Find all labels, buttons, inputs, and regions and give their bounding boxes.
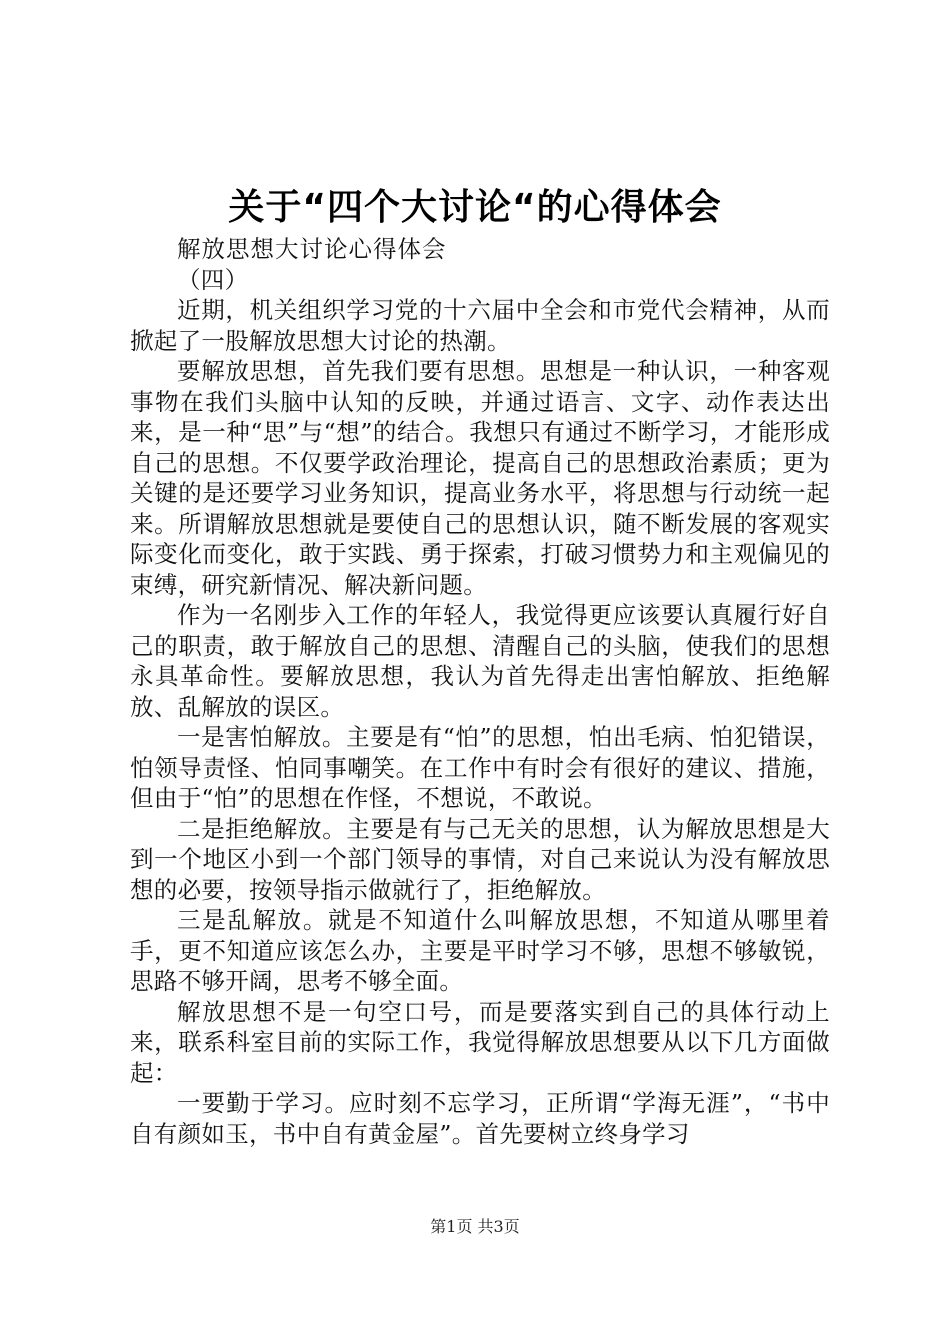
paragraph: 二是拒绝解放。主要是有与己无关的思想，认为解放思想是大到一个地区小到一个部门领导的事情，对自己来说认为没有解放思想的必要，按领导指示做就行了，拒绝解放。 xyxy=(130,814,830,904)
paragraph: 要解放思想，首先我们要有思想。思想是一种认识，一种客观事物在我们头脑中认知的反映，并通过语言、文字、动作表达出来，是一种“思”与“想”的结合。我想只有通过不断学习，才能形成自己的思想。不仅要学政治理论，提高自己的思想政治素质；更为关键的是还要学习业务知识，提高业务水平，将思想与行动统一起来。所谓解放思想就是要使自己的思想认识，随不断发展的客观实际变化而变化，敢于实践、勇于探索，打破习惯势力和主观偏见的束缚，研究新情况、解决新问题。 xyxy=(130,357,830,599)
paragraph: 一是害怕解放。主要是有“怕”的思想，怕出毛病、怕犯错误，怕领导责怪、怕同事嘲笑。在工作中有时会有很好的建议、措施，但由于“怕”的思想在作怪，不想说，不敢说。 xyxy=(130,723,830,812)
paragraph: 解放思想不是一句空口号，而是要落实到自己的具体行动上来，联系科室目前的实际工作，我觉得解放思想要从以下几方面做起： xyxy=(130,997,830,1087)
paragraph: 作为一名刚步入工作的年轻人，我觉得更应该要认真履行好自己的职责，敢于解放自己的思想、清醒自己的头脑，使我们的思想永具革命性。要解放思想，我认为首先得走出害怕解放、拒绝解放、乱解放的误区。 xyxy=(130,601,830,721)
paragraph: 一要勤于学习。应时刻不忘学习，正所谓“学海无涯”，“书中自有颜如玉，书中自有黄金屋”。首先要树立终身学习 xyxy=(130,1089,830,1148)
document-part-label: （四） xyxy=(177,265,249,294)
document-body xyxy=(130,234,830,1149)
paragraph: 近期，机关组织学习党的十六届中全会和市党代会精神，从而掀起了一股解放思想大讨论的热潮。 xyxy=(130,296,830,355)
document-subtitle: 解放思想大讨论心得体会 xyxy=(177,235,447,263)
page-number-footer: 第1页 共3页 xyxy=(430,1217,520,1236)
paragraph: 三是乱解放。就是不知道什么叫解放思想，不知道从哪里着手，更不知道应该怎么办，主要是平时学习不够，思想不够敏锐，思路不够开阔，思考不够全面。 xyxy=(130,906,830,995)
document-title: 关于“四个大讨论“的心得体会 xyxy=(228,187,722,228)
